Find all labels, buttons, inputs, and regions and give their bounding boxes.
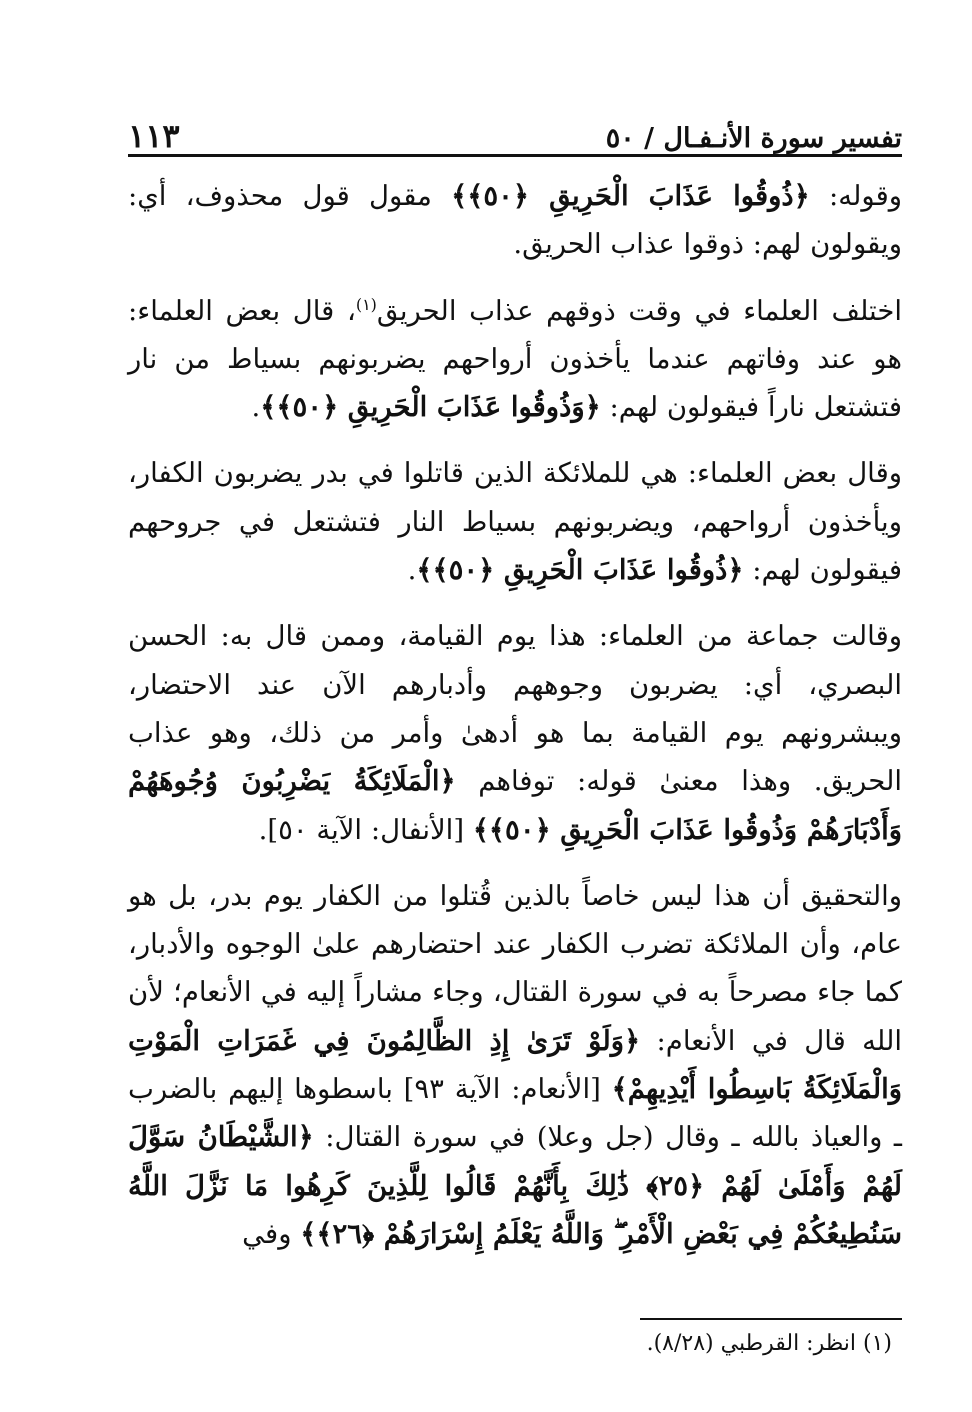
paragraph-text: مقول قول محذوف، أي: ويقولون لهم: ذوقوا عذاب الحريق. <box>128 180 902 261</box>
paragraph-text: وقال بعض العلماء: هي للملائكة الذين قاتلوا في بدر يضربون الكفار، ويأخذون أرواحهم، ويضربونهم بسياط النار فتشتعل في جروحهم فيقولون لهم: <box>128 457 902 587</box>
quran-quote: ﴿وَذُوقُوا عَذَابَ الْحَرِيقِ ﴿٥٠﴾﴾ <box>260 391 601 424</box>
paragraph-3 <box>128 449 902 594</box>
paragraph-text: ، قال بعض العلماء: هو عند وفاتهم عندما يأخذون أرواحهم يضربونهم بسياط من نار فتشتعل ناراً فيقولون لهم: <box>128 294 902 424</box>
quran-quote: ﴿ذُوقُوا عَذَابَ الْحَرِيقِ ﴿٥٠﴾﴾ <box>416 554 744 587</box>
paragraph-text: وقوله: <box>809 180 903 212</box>
paragraph-text: اختلف العلماء في وقت ذوقهم عذاب الحريق <box>376 294 902 327</box>
running-title: تفسير سورة الأنـفـال / ٥٠ <box>605 123 902 154</box>
paragraph-5 <box>128 872 902 1258</box>
footnote-reference[interactable]: (١) <box>355 294 377 314</box>
quran-quote: ﴿الشَّيْطَانُ سَوَّلَ لَهُمْ وَأَمْلَىٰ لَهُمْ ﴿٢٥﴾ ذَٰلِكَ بِأَنَّهُمْ قَالُوا لِلَّذِينَ كَرِهُوا مَا نَزَّلَ اللَّهُ سَنُطِيعُكُمْ فِي بَعْضِ الْأَمْرِ ۖ وَاللَّهُ يَعْلَمُ إِسْرَارَهُمْ ﴿٢٦﴾﴾ <box>128 1121 902 1250</box>
quran-quote: ﴿وَلَوْ تَرَىٰ إِذِ الظَّالِمُونَ فِي غَمَرَاتِ الْمَوْتِ وَالْمَلَائِكَةُ بَاسِطُوا أَيْدِيهِمْ﴾ <box>128 1024 902 1106</box>
paragraph-text: [الأنفال: الآية ٥٠]. <box>258 813 473 846</box>
paragraph-2 <box>128 287 902 432</box>
paragraph-text: وفي <box>242 1217 301 1250</box>
footnote: (١) انظر: القرطبي (٨/٢٨). <box>646 1331 892 1356</box>
footnote-divider <box>640 1318 902 1320</box>
paragraph-text: [الأنعام: الآية ٩٣] باسطوها إليهم بالضرب ـ والعياذ بالله ـ وقال (جل وعلا) في سورة القتال: <box>128 1073 902 1154</box>
paragraph-text: والتحقيق أن هذا ليس خاصاً بالذين قُتلوا من الكفار يوم بدر، بل هو عام، وأن الملائكة تضرب الكفار عند احتضارهم علىٰ الوجوه والأدبار، كما جاء مصرحاً به في سورة القتال، وجاء مشاراً إليه في الأنعام؛ لأن الله قال في الأنعام: <box>128 879 903 1057</box>
page-body <box>128 172 902 1276</box>
paragraph-1 <box>128 172 902 269</box>
paragraph-text: وقالت جماعة من العلماء: هذا يوم القيامة، وممن قال به: الحسن البصري، أي: يضربون وجوههم وأدبارهم الآن عند الاحتضار، ويبشرونهم يوم القيامة بما هو أدهىٰ وأمر من ذلك، وهو عذاب الحريق. وهذا معنىٰ قوله: توفاهم <box>128 620 902 798</box>
paragraph-text: . <box>407 554 417 587</box>
quran-quote: ﴿الْمَلَائِكَةُ يَضْرِبُونَ وُجُوهَهُمْ وَأَدْبَارَهُمْ وَذُوقُوا عَذَابَ الْحَرِيقِ ﴿٥٠﴾﴾ <box>128 765 902 846</box>
quran-quote: ﴿ذُوقُوا عَذَابَ الْحَرِيقِ ﴿٥٠﴾﴾ <box>451 180 810 212</box>
page-number: ١١٣ <box>128 117 180 155</box>
paragraph-4 <box>128 612 902 853</box>
header-divider <box>128 154 902 157</box>
paragraph-text: . <box>251 391 261 424</box>
page-header <box>128 102 902 155</box>
